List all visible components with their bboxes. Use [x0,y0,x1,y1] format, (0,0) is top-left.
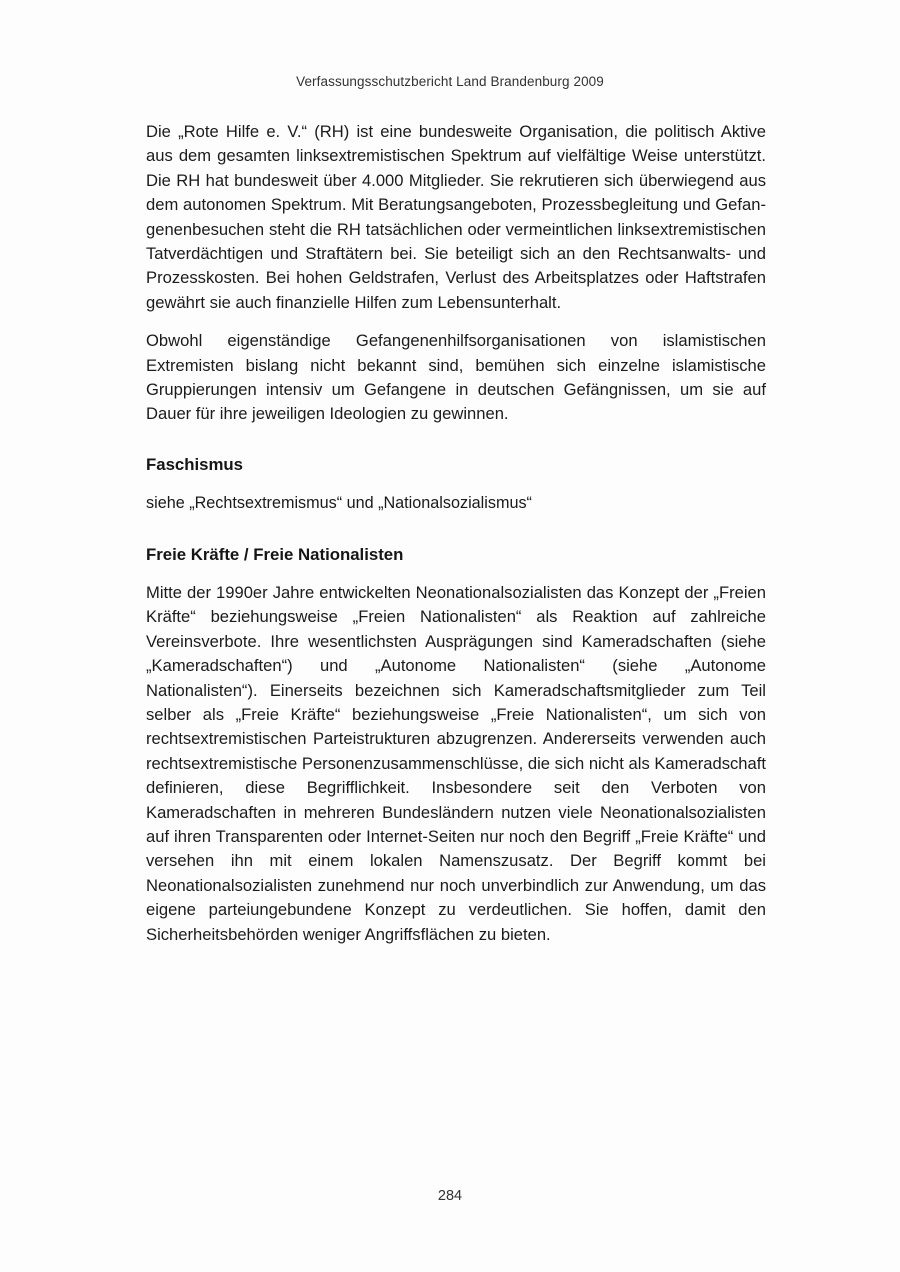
heading-faschismus: Faschismus [146,454,244,474]
heading-freie-kraefte: Freie Kräfte / Freie Nationalisten [146,544,404,564]
paragraph-freie-kraefte: Mitte der 1990er Jahre entwickelten Neonationalsozialisten das Konzept der „Freien Kräfte“ beziehungsweise „Freien Nationalisten“ als Reaktion auf zahlreiche Vereinsverbote. Ihre wesentlichsten Ausprägungen sind Kameradschaften (siehe „Kameradschaften“) und „Autonome Nationalisten“ (siehe „Autonome Nationalisten“). Einerseits bezeichnen sich Kameradschaftsmitglieder zum Teil selber als „Freie Kräfte“ beziehungsweise „Freie Nationalisten“, um sich von rechtsextremistischen Parteistrukturen abzugrenzen. Andererseits verwenden auch rechtsextremistische Personenzusammenschlüsse, die sich nicht als Kameradschaft definieren, diese Begrifflichkeit. Insbesondere seit den Verboten von Kameradschaften in mehreren Bundesländern nutzen viele Neonationalsozialisten auf ihren Transparenten oder Internet-Seiten nur noch den Begriff „Freie Kräfte“ und versehen ihn mit einem lokalen Namenszusatz. Der Begriff kommt bei Neonationalsozialisten zunehmend nur noch unverbindlich zur Anwendung, um das eigene parteiungebundene Konzept zu verdeutlichen. Sie hoffen, damit den Sicherheitsbehörden weniger Angriffsflächen zu bieten. [146,582,766,944]
faschismus-cross-reference: siehe „Rechtsextremismus“ und „Nationalsozialismus“ [146,493,532,512]
paragraph-rote-hilfe: Die „Rote Hilfe e. V.“ (RH) ist eine bundesweite Organisation, die politisch Aktive aus dem gesamten linksextremistischen Spektrum auf vielfältige Weise unterstützt. Die RH hat bundesweit über 4.000 Mitglieder. Sie rekrutieren sich überwiegend aus dem autonomen Spektrum. Mit Beratungsangeboten, Prozessbegleitung und Gefangenenbesuchen steht die RH tatsächlichen oder vermeintlichen linksextremistischen Tatverdächtigen und Straftätern bei. Sie beteiligt sich an den Rechtsanwalts- und Prozesskosten. Bei hohen Geldstrafen, Verlust des Arbeitsplatzes oder Haftstrafen gewährt sie auch finanzielle Hilfen zum Lebensunterhalt. [146,122,766,312]
running-header: Verfassungsschutzbericht Land Brandenburg 2009 [296,74,604,89]
page-content [146,120,766,947]
page-number: 284 [437,1188,463,1204]
paragraph-islamist-prisoners: Obwohl eigenständige Gefangenenhilfsorganisationen von islamistischen Extremisten bislang nicht bekannt sind, bemühen sich einzelne islamistische Gruppierungen intensiv um Gefangene in deutschen Gefängnissen, um sie auf Dauer für ihre jeweiligen Ideologien zu gewinnen. [146,331,766,424]
